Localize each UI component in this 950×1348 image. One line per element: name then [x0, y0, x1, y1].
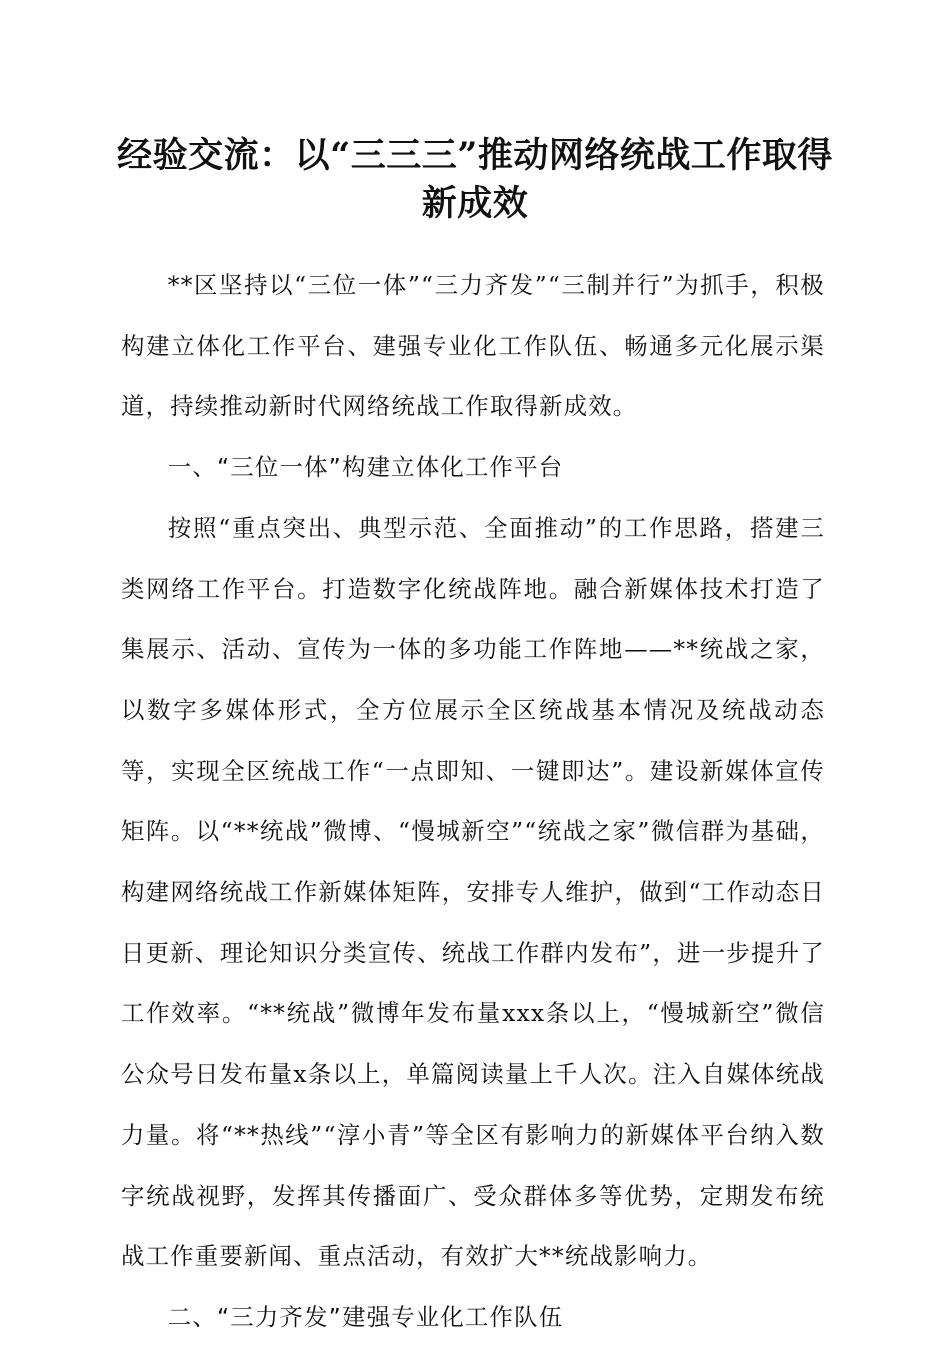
section-1-paragraph: 按照“重点突出、典型示范、全面推动”的工作思路，搭建三类网络工作平台。打造数字化统战阵地。融合新媒体技术打造了集展示、活动、宣传为一体的多功能工作阵地——**统战之家，以数字多媒体形式，全方位展示全区统战基本情况及统战动态等，实现全区统战工作“一点即知、一键即达”。建设新媒体宣传矩阵。以“**统战”微博、“慢城新空”“统战之家”微信群为基础，构建网络统战工作新媒体矩阵，安排专人维护，做到“工作动态日日更新、理论知识分类宣传、统战工作群内发布”，进一步提升了工作效率。“**统战”微博年发布量xxx条以上，“慢城新空”微信公众号日发布量x条以上，单篇阅读量上千人次。注入自媒体统战力量。将“**热线”“淳小青”等全区有影响力的新媒体平台纳入数字统战视野，发挥其传播面广、受众群体多等优势，定期发布统战工作重要新闻、重点活动，有效扩大**统战影响力。 — [121, 513, 825, 1271]
document-body — [121, 255, 825, 1348]
intro-paragraph: **区坚持以“三位一体”“三力齐发”“三制并行”为抓手，积极构建立体化工作平台、建强专业化工作队伍、畅通多元化展示渠道，持续推动新时代网络统战工作取得新成效。 — [121, 271, 825, 421]
section-2-heading: 二、“三力齐发”建强专业化工作队伍 — [167, 1302, 564, 1331]
section-1-heading: 一、“三位一体”构建立体化工作平台 — [167, 453, 564, 482]
document-title: 经验交流：以“三三三”推动网络统战工作取得新成效 — [117, 135, 833, 224]
